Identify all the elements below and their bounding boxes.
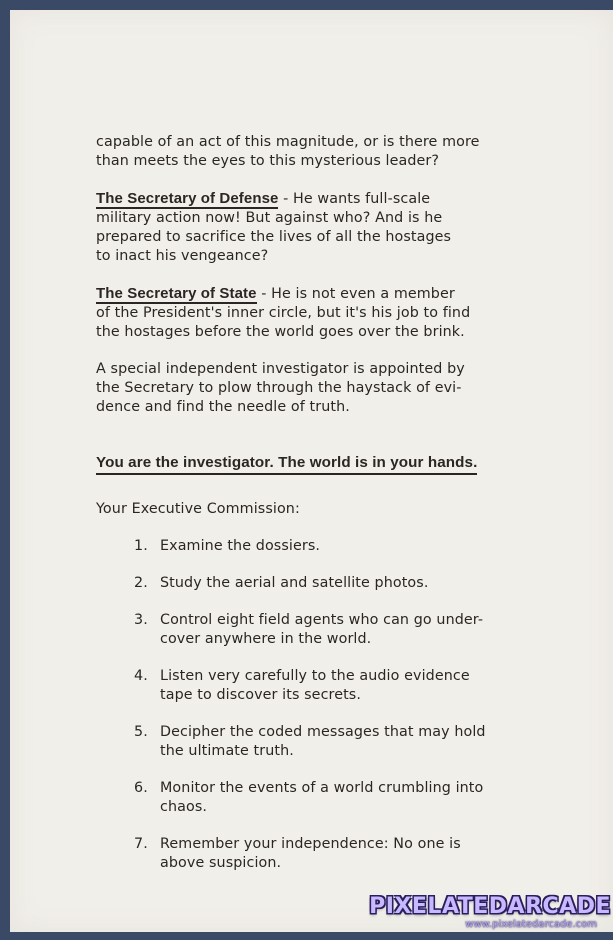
intro-line: capable of an act of this magnitude, or is there more [96, 134, 480, 150]
list-item-text: Listen very carefully to the audio evidence [160, 668, 470, 684]
state-line: - He is not even a member [256, 286, 455, 302]
list-item [96, 537, 536, 556]
list-item-text: cover anywhere in the world. [160, 631, 372, 647]
list-item [96, 779, 536, 817]
list-item-text: the ultimate truth. [160, 743, 294, 759]
list-item-number: 2. [134, 575, 148, 591]
intro-paragraph [96, 133, 536, 171]
document-body [96, 133, 536, 891]
list-item-number: 7. [134, 836, 148, 852]
list-item-number: 6. [134, 780, 148, 796]
list-item-number: 1. [134, 538, 148, 554]
state-line: the hostages before the world goes over the brink. [96, 324, 465, 340]
watermark-url: www.pixelatedarcade.com [465, 919, 597, 930]
list-item-text: Monitor the events of a world crumbling into [160, 780, 484, 796]
list-item-text: above suspicion. [160, 855, 282, 871]
list-item-number: 3. [134, 612, 148, 628]
state-line: of the President's inner circle, but it's his job to find [96, 305, 471, 321]
list-item [96, 667, 536, 705]
defense-line: prepared to sacrifice the lives of all the hostages [96, 229, 452, 245]
document-page [10, 10, 613, 932]
investigator-line: the Secretary to plow through the haystack of evi- [96, 380, 462, 396]
list-item-text: tape to discover its secrets. [160, 687, 361, 703]
investigator-line: A special independent investigator is appointed by [96, 361, 465, 377]
commission-title: Your Executive Commission: [96, 501, 300, 517]
defense-line: to inact his vengeance? [96, 248, 269, 264]
list-item-number: 4. [134, 668, 148, 684]
list-item [96, 723, 536, 761]
list-item [96, 574, 536, 593]
defense-heading: The Secretary of Defense [96, 190, 279, 207]
list-item-text: Decipher the coded messages that may hold [160, 724, 486, 740]
list-item [96, 611, 536, 649]
state-paragraph [96, 284, 536, 342]
callout-paragraph [96, 453, 536, 475]
list-item-text: Control eight field agents who can go under- [160, 612, 484, 628]
investigator-line: dence and find the needle of truth. [96, 399, 350, 415]
commission-list [96, 537, 536, 873]
list-item-number: 5. [134, 724, 148, 740]
list-item-text: Study the aerial and satellite photos. [160, 575, 429, 591]
investigator-paragraph [96, 360, 536, 417]
intro-line: than meets the eyes to this mysterious leader? [96, 153, 440, 169]
watermark [369, 895, 611, 930]
investigator-callout: You are the investigator. The world is in your hands. [96, 453, 477, 475]
list-item-text: Examine the dossiers. [160, 538, 321, 554]
list-item-text: Remember your independence: No one is [160, 836, 461, 852]
list-item [96, 835, 536, 873]
list-item-text: chaos. [160, 799, 208, 815]
watermark-logo: PIXELATEDARCADE [369, 894, 611, 919]
defense-line: military action now! But against who? And is he [96, 210, 443, 226]
state-heading: The Secretary of State [96, 285, 257, 302]
defense-line: - He wants full-scale [278, 191, 431, 207]
defense-paragraph [96, 189, 536, 266]
